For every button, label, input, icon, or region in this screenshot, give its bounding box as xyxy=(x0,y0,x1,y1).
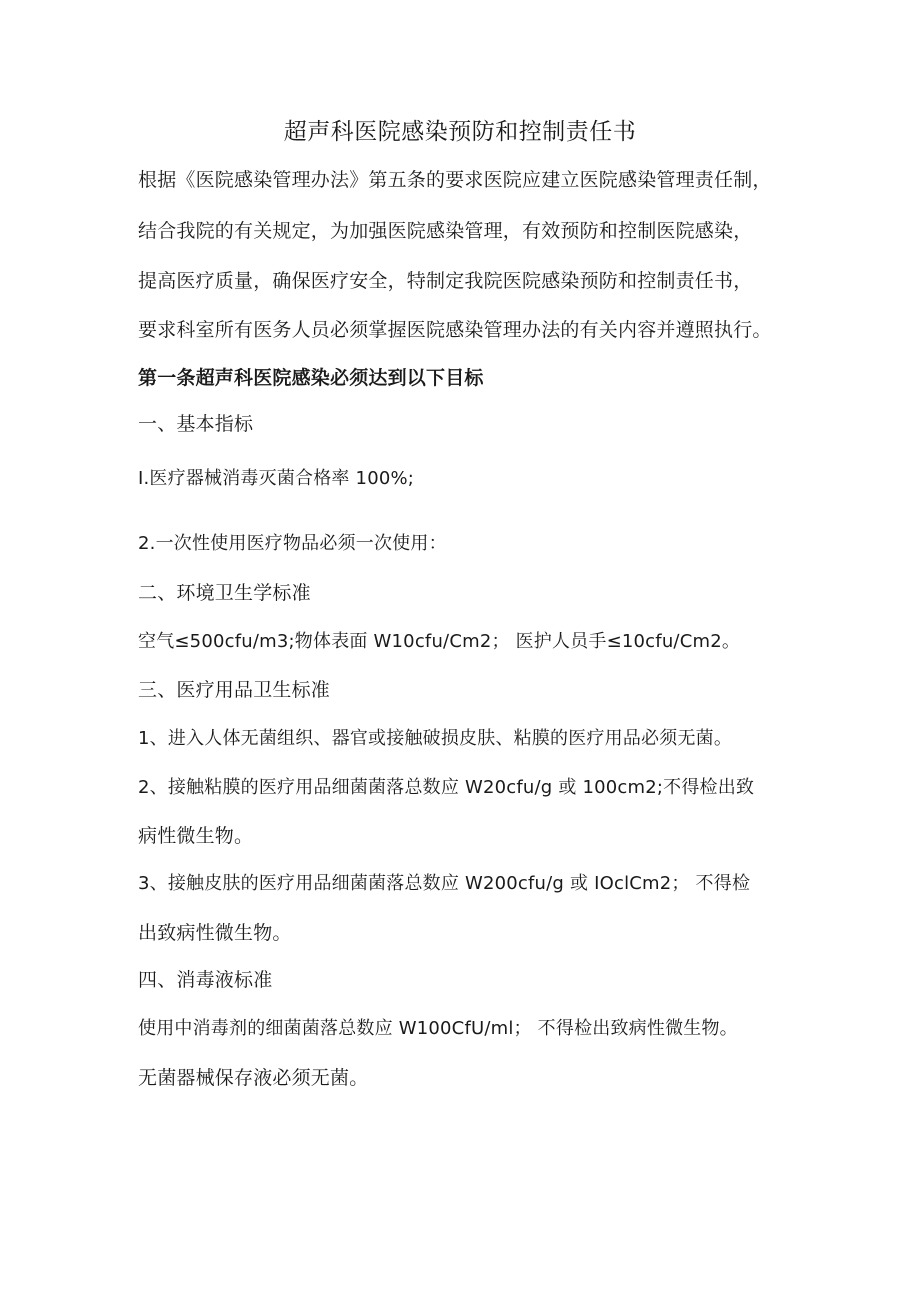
section4-item-2: 无菌器械保存液必须无菌。 xyxy=(138,1067,369,1089)
section3-item-3: 3、接触皮肤的医疗用品细菌菌落总数应 W200cfu/g 或 IOclCm2； 不得检 xyxy=(138,873,751,894)
section3-item-3-cont: 出致病性微生物。 xyxy=(138,922,292,944)
intro-line-4: 要求科室所有医务人员必须掌握医院感染管理办法的有关内容并遵照执行。 xyxy=(138,319,772,341)
section4-item-1: 使用中消毒剂的细菌菌落总数应 W100CfU/ml； 不得检出致病性微生物。 xyxy=(138,1018,738,1039)
section1-item-1: I.医疗器械消毒灭菌合格率 100%; xyxy=(138,468,415,489)
section2-heading: 二、环境卫生学标准 xyxy=(138,582,311,604)
section3-item-2: 2、接触粘膜的医疗用品细菌菌落总数应 W20cfu/g 或 100cm2;不得检出致 xyxy=(138,777,755,798)
intro-line-2: 结合我院的有关规定，为加强医院感染管理，有效预防和控制医院感染， xyxy=(138,220,753,242)
intro-line-1: 根据《医院感染管理办法》第五条的要求医院应建立医院感染管理责任制， xyxy=(138,169,772,191)
section2-text: 空气≤500cfu∕m3;物体表面 W10cfu∕Cm2； 医护人员手≤10cfu∕Cm2。 xyxy=(138,631,741,652)
section3-heading: 三、医疗用品卫生标准 xyxy=(138,679,331,701)
section1-item-2: 2.一次性使用医疗物品必须一次使用： xyxy=(138,533,447,554)
section3-item-1: 1、进入人体无菌组织、器官或接触破损皮肤、粘膜的医疗用品必须无菌。 xyxy=(138,728,733,749)
document-title: 超声科医院感染预防和控制责任书 xyxy=(283,119,637,145)
intro-line-3: 提高医疗质量，确保医疗安全，特制定我院医院感染预防和控制责任书， xyxy=(138,270,753,292)
article1-heading: 第一条超声科医院感染必须达到以下目标 xyxy=(138,367,484,389)
section3-item-2-cont: 病性微生物。 xyxy=(138,825,254,847)
section1-heading: 一、基本指标 xyxy=(138,413,254,435)
section4-heading: 四、消毒液标准 xyxy=(138,969,273,991)
